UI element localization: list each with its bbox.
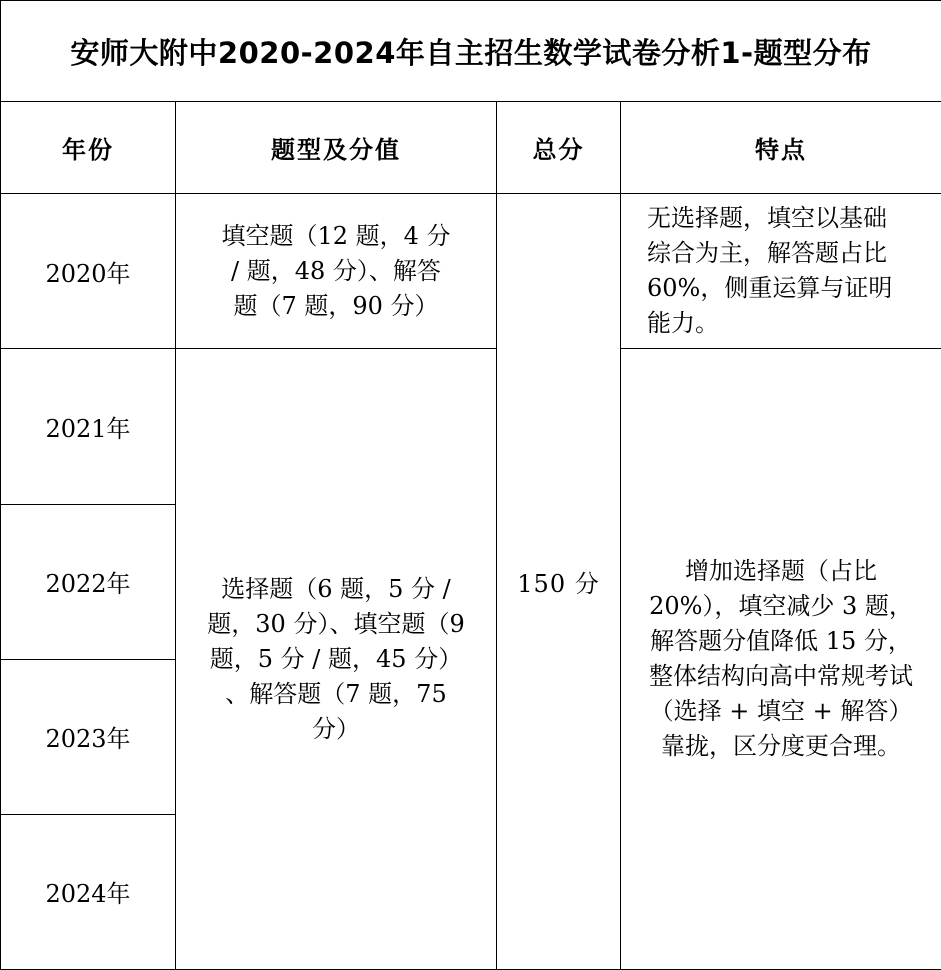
header-types: 题型及分值 bbox=[176, 102, 497, 194]
header-total: 总分 bbox=[497, 102, 621, 194]
types-text-2021-2024: 选择题（6 题，5 分 / 题，30 分）、填空题（9 题，5 分 / 题，45 分） 、解答题（7 题，75 分） bbox=[207, 574, 465, 743]
total-score: 150 分 bbox=[517, 570, 600, 599]
header-year: 年份 bbox=[1, 102, 176, 194]
types-cell-2020 bbox=[176, 194, 497, 349]
year-cell-2022: 2022年 bbox=[1, 504, 176, 659]
year-cell-2024: 2024年 bbox=[1, 814, 176, 969]
features-text-2021-2024: 增加选择题（占比 20%），填空减少 3 题， 解答题分值降低 15 分， 整体结构向高中常规考试 （选择 + 填空 + 解答） 靠拢，区分度更合理。 bbox=[649, 557, 913, 761]
table-row-2020 bbox=[1, 194, 941, 349]
features-text-2020: 无选择题，填空以基础 综合为主，解答题占比 60%，侧重运算与证明 能力。 bbox=[647, 204, 893, 338]
types-cell-2021-2024 bbox=[176, 349, 497, 970]
year-cell-2021: 2021年 bbox=[1, 349, 176, 504]
year-cell-2020: 2020年 bbox=[1, 194, 176, 349]
features-cell-2020 bbox=[621, 194, 941, 349]
title-row bbox=[1, 1, 941, 102]
total-cell bbox=[497, 194, 621, 970]
types-text-2020: 填空题（12 题，4 分 / 题，48 分）、解答 题（7 题，90 分） bbox=[221, 221, 451, 320]
table-title: 安师大附中2020-2024年自主招生数学试卷分析1-题型分布 bbox=[1, 1, 941, 102]
header-row bbox=[1, 102, 941, 194]
year-cell-2023: 2023年 bbox=[1, 659, 176, 814]
features-cell-2021-2024 bbox=[621, 349, 941, 970]
header-features: 特点 bbox=[621, 102, 941, 194]
table-row-2021 bbox=[1, 349, 941, 504]
